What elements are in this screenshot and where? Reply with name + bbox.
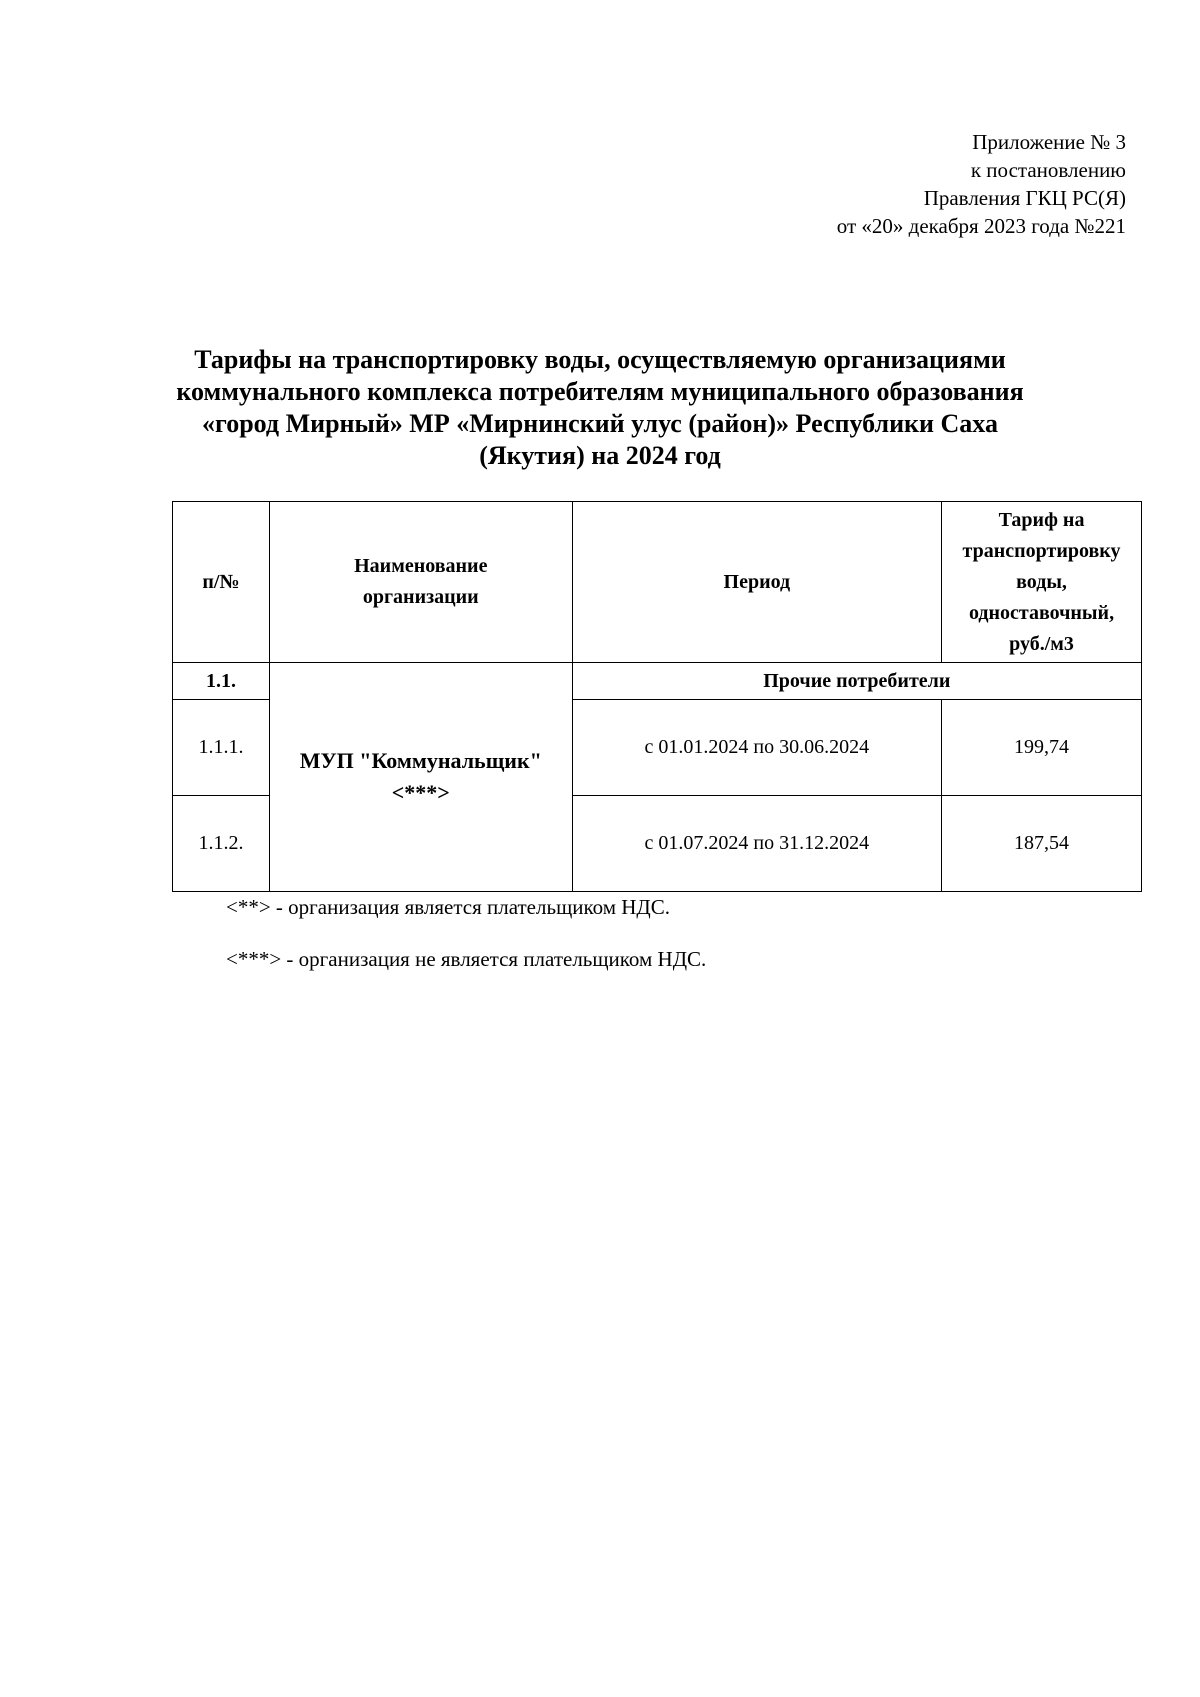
organization-name: МУП "Коммунальщик" <box>299 748 542 773</box>
title-line-2: коммунального комплекса потребителям муниципального образования <box>176 377 1024 406</box>
group-num: 1.1. <box>173 663 270 700</box>
row-num: 1.1.1. <box>173 700 270 796</box>
annex-block <box>837 128 1126 240</box>
table-header-row <box>173 502 1142 663</box>
row-tariff: 187,54 <box>942 796 1142 892</box>
header-org-line-1: Наименование <box>354 555 488 577</box>
footnotes <box>226 893 706 997</box>
header-tariff-line-2: транспортировку <box>962 539 1121 562</box>
header-period: Период <box>572 502 941 663</box>
title-line-3: «город Мирный» МР «Мирнинский улус (район)» Республики Саха <box>202 409 998 438</box>
footnote-non-vat-payer: <***> - организация не является плательщиком НДС. <box>226 947 707 971</box>
header-organization <box>269 502 572 663</box>
header-num: п/№ <box>173 502 270 663</box>
document-title <box>150 344 1050 472</box>
tariff-table <box>172 501 1142 892</box>
row-period: с 01.07.2024 по 31.12.2024 <box>572 796 941 892</box>
group-row <box>173 663 1142 700</box>
header-tariff-line-3: воды, <box>1016 570 1067 593</box>
group-label: Прочие потребители <box>572 663 1141 700</box>
header-org-line-2: организации <box>362 586 479 608</box>
title-line-4: (Якутия) на 2024 год <box>479 441 721 470</box>
row-period: с 01.01.2024 по 30.06.2024 <box>572 700 941 796</box>
header-tariff-line-4: одноставочный, <box>968 601 1115 624</box>
row-tariff: 199,74 <box>942 700 1142 796</box>
annex-line-1: Приложение № 3 <box>972 130 1126 154</box>
annex-line-4: от «20» декабря 2023 года №221 <box>836 214 1126 238</box>
organization-marker: <***> <box>391 780 450 805</box>
annex-line-3: Правления ГКЦ РС(Я) <box>923 186 1126 210</box>
organization-cell <box>269 663 572 892</box>
header-tariff-line-5: руб./м3 <box>1009 632 1074 655</box>
header-tariff-line-1: Тариф на <box>998 508 1085 531</box>
footnote-vat-payer: <**> - организация является плательщиком НДС. <box>226 895 670 919</box>
row-num: 1.1.2. <box>173 796 270 892</box>
header-tariff <box>942 502 1142 663</box>
annex-line-2: к постановлению <box>970 158 1126 182</box>
title-line-1: Тарифы на транспортировку воды, осуществляемую организациями <box>194 345 1006 374</box>
